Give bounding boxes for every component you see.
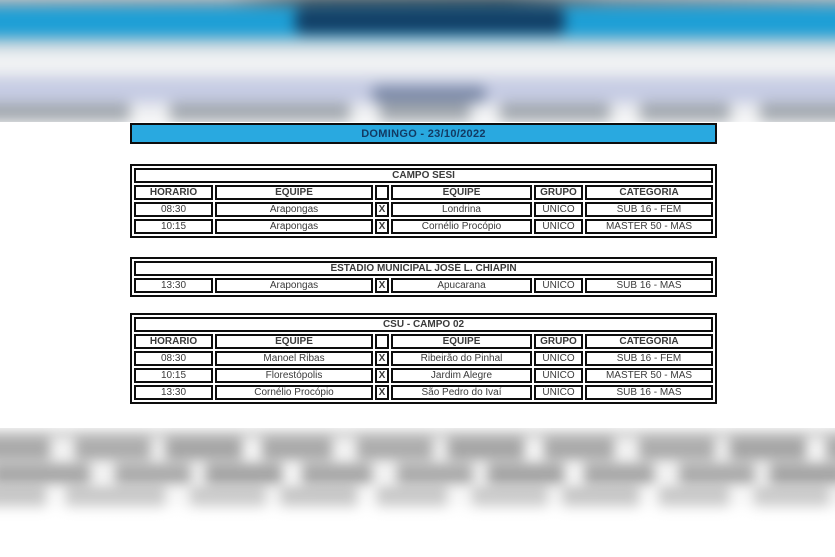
header-equipe-away: EQUIPE (391, 185, 532, 200)
category-cell: SUB 16 - MAS (585, 385, 713, 400)
away-team-cell: Cornélio Procópio (391, 219, 532, 234)
match-row (134, 385, 713, 400)
venue-row (134, 261, 713, 276)
date-banner (130, 123, 717, 144)
blurred-table-top-border (0, 432, 835, 436)
home-team-cell: Cornélio Procópio (215, 385, 373, 400)
match-row (134, 368, 713, 383)
blurred-top-content (0, 0, 835, 122)
blurred-column-header-row (0, 103, 835, 122)
match-row (134, 351, 713, 366)
blurred-header-block (760, 103, 835, 122)
away-team-cell: Apucarana (391, 278, 532, 293)
header-categoria: CATEGORIA (585, 185, 713, 200)
group-cell: ÚNICO (534, 385, 583, 400)
group-cell: ÚNICO (534, 368, 583, 383)
group-cell: ÚNICO (534, 278, 583, 293)
header-versus (375, 185, 389, 200)
venue-row (134, 317, 713, 332)
versus-cell: X (375, 219, 389, 234)
home-team-cell: Arapongas (215, 202, 373, 217)
category-cell: SUB 16 - FEM (585, 351, 713, 366)
date-banner-text: DOMINGO - 23/10/2022 (361, 127, 486, 140)
group-cell: ÚNICO (534, 351, 583, 366)
header-horario: HORARIO (134, 185, 213, 200)
group-cell: ÚNICO (534, 202, 583, 217)
category-cell: MASTER 50 - MAS (585, 219, 713, 234)
blurred-header-block (170, 103, 350, 122)
match-row (134, 278, 713, 293)
versus-cell: X (375, 278, 389, 293)
time-cell: 13:30 (134, 385, 213, 400)
home-team-cell: Florestópolis (215, 368, 373, 383)
header-grupo: GRUPO (534, 185, 583, 200)
header-grupo: GRUPO (534, 334, 583, 349)
away-team-cell: São Pedro do Ivaí (391, 385, 532, 400)
home-team-cell: Arapongas (215, 278, 373, 293)
venue-title: CSU - CAMPO 02 (134, 317, 713, 332)
category-cell: SUB 16 - FEM (585, 202, 713, 217)
blurred-header-block (0, 103, 130, 122)
blurred-header-block (380, 103, 470, 122)
time-cell: 10:15 (134, 368, 213, 383)
header-horario: HORARIO (134, 334, 213, 349)
home-team-cell: Manoel Ribas (215, 351, 373, 366)
away-team-cell: Ribeirão do Pinhal (391, 351, 532, 366)
versus-cell: X (375, 202, 389, 217)
bottom-white-fade (0, 478, 835, 557)
category-cell: MASTER 50 - MAS (585, 368, 713, 383)
venue-row (134, 168, 713, 183)
schedule-table-csu-campo-02 (130, 313, 717, 404)
time-cell: 08:30 (134, 202, 213, 217)
blurred-top-region (0, 0, 835, 122)
header-categoria: CATEGORIA (585, 334, 713, 349)
blurred-header-block (500, 103, 610, 122)
match-row (134, 202, 713, 217)
away-team-cell: Jardim Alegre (391, 368, 532, 383)
header-equipe-home: EQUIPE (215, 185, 373, 200)
header-versus (375, 334, 389, 349)
venue-title: ESTADIO MUNICIPAL JOSÉ L. CHIAPIN (134, 261, 713, 276)
time-cell: 13:30 (134, 278, 213, 293)
versus-cell: X (375, 351, 389, 366)
blurred-venue-text-blob (372, 86, 486, 103)
header-equipe-away: EQUIPE (391, 334, 532, 349)
category-cell: SUB 16 - MAS (585, 278, 713, 293)
header-equipe-home: EQUIPE (215, 334, 373, 349)
match-row (134, 219, 713, 234)
column-header-row (134, 334, 713, 349)
versus-cell: X (375, 368, 389, 383)
schedule-table-estadio-chiapin (130, 257, 717, 297)
schedule-table-campo-sesi (130, 164, 717, 238)
away-team-cell: Londrina (391, 202, 532, 217)
group-cell: ÚNICO (534, 219, 583, 234)
blurred-banner-text-blob (295, 8, 565, 34)
blurred-gap-gradient (0, 37, 835, 78)
home-team-cell: Arapongas (215, 219, 373, 234)
blurred-table-row (0, 438, 835, 460)
time-cell: 10:15 (134, 219, 213, 234)
versus-cell: X (375, 385, 389, 400)
blurred-header-block (640, 103, 730, 122)
time-cell: 08:30 (134, 351, 213, 366)
venue-title: CAMPO SESI (134, 168, 713, 183)
column-header-row (134, 185, 713, 200)
